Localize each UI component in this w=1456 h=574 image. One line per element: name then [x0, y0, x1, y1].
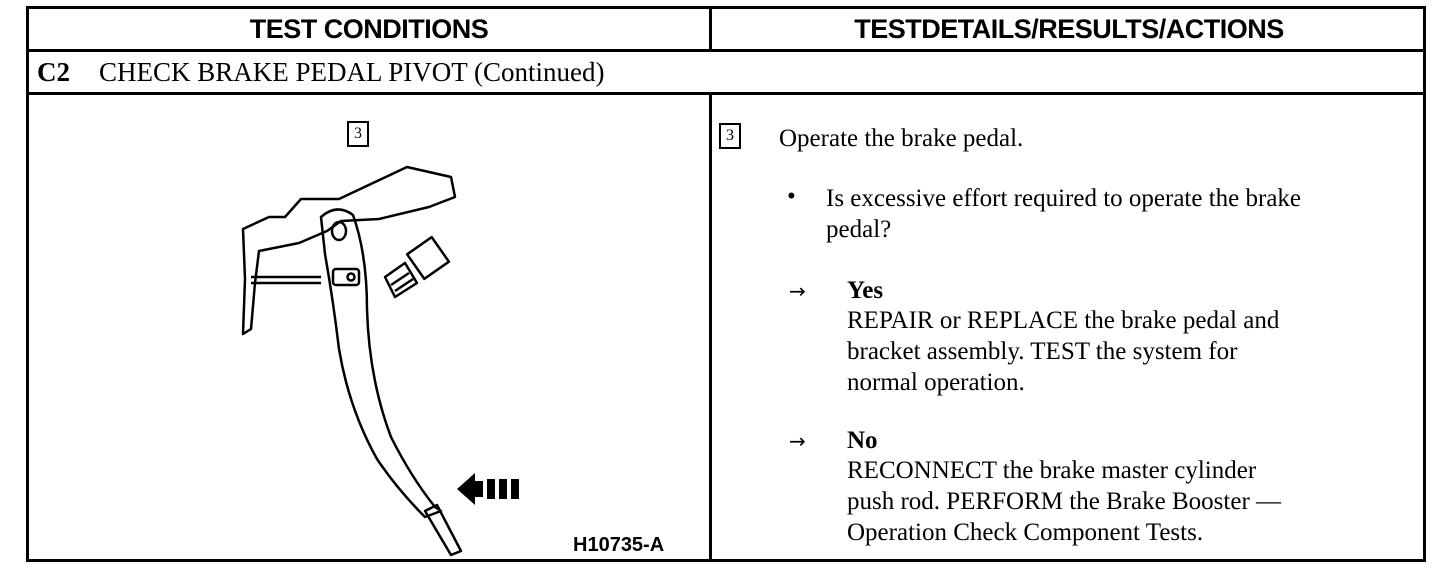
- no-action-line-3: Operation Check Component Tests.: [847, 519, 1204, 546]
- header-test-details: TESTDETAILS/RESULTS/ACTIONS: [854, 13, 1284, 44]
- no-arrow-icon: →: [789, 429, 806, 453]
- figure-code: H10735-A: [573, 534, 665, 556]
- pedal-arm: [321, 209, 441, 517]
- illustration-step-number: 3: [347, 121, 369, 147]
- brake-pedal-illustration: [229, 159, 559, 559]
- header-test-conditions: TEST CONDITIONS: [249, 13, 489, 44]
- step-title-row: [29, 52, 1423, 92]
- test-procedure-table: [26, 6, 1426, 562]
- details-step-number: 3: [719, 123, 741, 149]
- no-action-line-1: RECONNECT the brake master cylinder: [847, 457, 1257, 484]
- yes-label: Yes: [847, 277, 884, 304]
- pivot-bolt: [332, 222, 346, 240]
- step-id: C2: [37, 56, 70, 87]
- stoplamp-switch: [407, 237, 449, 279]
- push-direction-arrow: [457, 473, 519, 505]
- yes-action-line-3: normal operation.: [847, 369, 1025, 396]
- column-divider-body: [709, 95, 712, 562]
- question-line-1: Is excessive effort required to operate the brake: [826, 185, 1302, 212]
- question-bullet: •: [787, 183, 796, 210]
- yes-action-line-1: REPAIR or REPLACE the brake pedal and: [847, 307, 1280, 334]
- no-action-line-2: push rod. PERFORM the Brake Booster —: [847, 488, 1282, 515]
- yes-action-line-2: bracket assembly. TEST the system for: [847, 338, 1238, 365]
- no-label: No: [847, 427, 878, 454]
- instruction-text: Operate the brake pedal.: [779, 125, 1024, 152]
- step-title: CHECK BRAKE PEDAL PIVOT (Continued): [99, 56, 605, 87]
- pedal-bracket: [243, 167, 455, 334]
- yes-arrow-icon: →: [789, 279, 806, 303]
- pedal-pad: [425, 505, 461, 555]
- question-line-2: pedal?: [826, 216, 892, 243]
- step-divider: [29, 92, 1423, 95]
